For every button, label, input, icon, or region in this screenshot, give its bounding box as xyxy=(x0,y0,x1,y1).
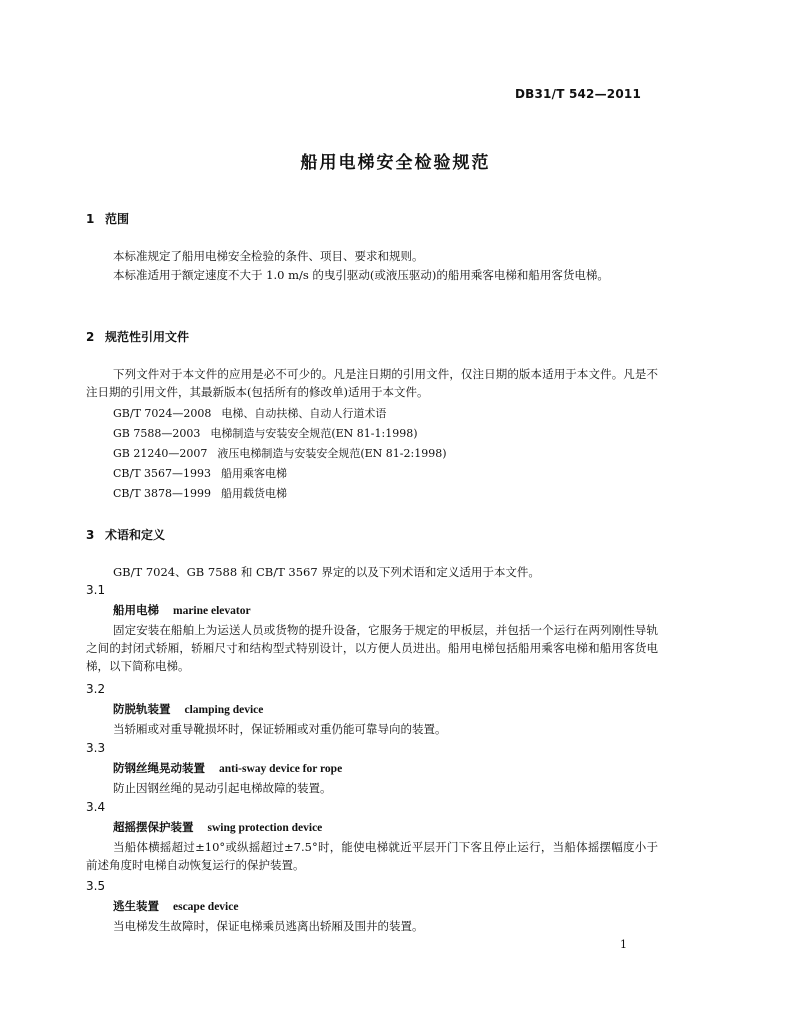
term-english: anti-sway device for rope xyxy=(219,763,343,775)
term-english: swing protection device xyxy=(207,822,323,834)
term-chinese: 逃生装置 xyxy=(113,899,159,913)
reference-code: GB 7588—2003 xyxy=(113,427,201,440)
term-chinese: 超摇摆保护装置 xyxy=(113,820,194,834)
reference-name: 液压电梯制造与安装安全规范(EN 81-2:1998) xyxy=(217,447,447,460)
page-title: 船用电梯安全检验规范 xyxy=(300,153,491,173)
reference-item xyxy=(113,465,287,481)
reference-code: CB/T 3878—1999 xyxy=(113,487,212,500)
reference-name: 船用乘客电梯 xyxy=(221,467,288,480)
term-heading xyxy=(113,602,251,618)
term-definition: 防止因钢丝绳的晃动引起电梯故障的装置。 xyxy=(113,781,332,795)
reference-item xyxy=(113,405,386,421)
reference-item xyxy=(113,445,447,461)
term-number: 3.5 xyxy=(86,879,106,893)
term-definition: 当轿厢或对重导靴损坏时，保证轿厢或对重仍能可靠导向的装置。 xyxy=(113,722,447,736)
term-number: 3.4 xyxy=(86,800,106,814)
term-number: 3.2 xyxy=(86,682,106,696)
term-number: 3.3 xyxy=(86,741,106,755)
section-3-heading xyxy=(86,526,165,543)
section-title: 范围 xyxy=(105,212,130,226)
section-2-heading xyxy=(86,328,189,345)
term-english: clamping device xyxy=(184,704,264,716)
term-heading xyxy=(113,701,263,717)
section-1-paragraph-2: 本标准适用于额定速度不大于 1.0 m/s 的曳引驱动(或液压驱动)的船用乘客电梯和船用客货电梯。 xyxy=(113,268,609,282)
reference-code: GB/T 7024—2008 xyxy=(113,407,212,420)
section-2-intro: 下列文件对于本文件的应用是必不可少的。凡是注日期的引用文件，仅注日期的版本适用于本文件。凡是不注日期的引用文件，其最新版本(包括所有的修改单)适用于本文件。 xyxy=(86,367,658,399)
section-1-paragraph-1: 本标准规定了船用电梯安全检验的条件、项目、要求和规则。 xyxy=(113,249,424,263)
term-heading xyxy=(113,898,238,914)
term-definition: 当电梯发生故障时，保证电梯乘员逃离出轿厢及围井的装置。 xyxy=(113,919,424,933)
term-heading xyxy=(113,760,342,776)
reference-item xyxy=(113,485,287,501)
term-definition: 固定安装在船舶上为运送人员或货物的提升设备，它服务于规定的甲板层，并包括一个运行在两列刚性导轨之间的封闭式轿厢，轿厢尺寸和结构型式特别设计，以方便人员进出。船用电梯包括船用乘客电梯和船用客货电梯，以下简称电梯。 xyxy=(86,623,658,673)
term-definition: 当船体横摇超过±10°或纵摇超过±7.5°时，能使电梯就近平层开门下客且停止运行，当船体摇摆幅度小于前述角度时电梯自动恢复运行的保护装置。 xyxy=(86,840,658,872)
term-chinese: 防脱轨装置 xyxy=(113,702,171,716)
reference-name: 船用载货电梯 xyxy=(221,487,288,500)
term-chinese: 船用电梯 xyxy=(113,603,159,617)
reference-name: 电梯制造与安装安全规范(EN 81-1:1998) xyxy=(210,427,418,440)
section-1-heading xyxy=(86,210,129,227)
section-number: 3 xyxy=(86,528,95,542)
section-number: 2 xyxy=(86,330,95,344)
section-title: 术语和定义 xyxy=(105,528,166,542)
term-english: marine elevator xyxy=(173,605,251,617)
term-number: 3.1 xyxy=(86,583,106,597)
term-heading xyxy=(113,819,322,835)
reference-item xyxy=(113,425,418,441)
term-english: escape device xyxy=(173,901,239,913)
section-number: 1 xyxy=(86,212,95,226)
reference-code: CB/T 3567—1993 xyxy=(113,467,212,480)
term-chinese: 防钢丝绳晃动装置 xyxy=(113,761,205,775)
document-number: DB31/T 542—2011 xyxy=(515,87,641,101)
section-3-intro: GB/T 7024、GB 7588 和 CB/T 3567 界定的以及下列术语和定义适用于本文件。 xyxy=(113,565,540,579)
reference-name: 电梯、自动扶梯、自动人行道术语 xyxy=(221,407,387,420)
page-number: 1 xyxy=(620,938,627,951)
reference-code: GB 21240—2007 xyxy=(113,447,208,460)
section-title: 规范性引用文件 xyxy=(105,330,190,344)
